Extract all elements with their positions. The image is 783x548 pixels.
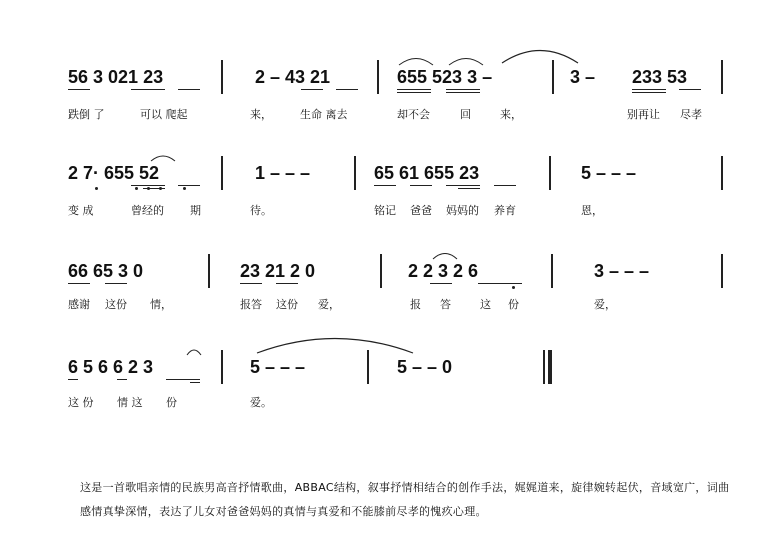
- lyric: 跌倒 了: [68, 108, 105, 121]
- notes-row-3: [0, 260, 783, 288]
- rhythm-underline: [68, 89, 90, 90]
- song-description: [80, 476, 740, 524]
- measure-notes: 23 21 2 0: [240, 261, 316, 281]
- lyric: 来，: [250, 108, 272, 121]
- measure-notes: 56 3 021 23: [68, 67, 164, 87]
- notes-row-4: [0, 356, 783, 384]
- slur-mark: [186, 348, 202, 356]
- rhythm-underline: [410, 185, 432, 186]
- barline: [551, 254, 553, 288]
- measure-notes: 2 – 43 21: [255, 67, 331, 87]
- barline: [367, 350, 369, 384]
- rhythm-underline: [166, 379, 200, 380]
- lyric: 报: [410, 298, 421, 311]
- barline: [354, 156, 356, 190]
- rhythm-underline: [632, 92, 666, 93]
- measure-notes: 5 – – –: [250, 357, 306, 377]
- lyric: 感谢: [68, 298, 90, 311]
- lyric: 这份: [276, 298, 298, 311]
- low-octave-dot: [183, 187, 186, 190]
- slur-mark: [448, 56, 484, 66]
- lyric: 报答: [240, 298, 262, 311]
- rhythm-underline: [240, 283, 262, 284]
- rhythm-underline: [397, 89, 431, 90]
- measure-notes: 66 65 3 0: [68, 261, 144, 281]
- measure-notes: 3 – – –: [594, 261, 650, 281]
- lyric: 份: [508, 298, 519, 311]
- notes-row-1: [0, 66, 783, 94]
- slur-mark: [150, 154, 176, 162]
- barline: [721, 60, 723, 94]
- rhythm-underline: [190, 382, 200, 383]
- slur-mark: [432, 251, 458, 260]
- measure-notes: 3 –: [570, 67, 596, 87]
- lyric: 尽孝: [680, 108, 702, 121]
- lyric: 期: [190, 204, 201, 217]
- rhythm-underline: [446, 89, 480, 90]
- barline: [377, 60, 379, 94]
- description-text: 这是一首歌唱亲情的民族男高音抒情歌曲，ABBAC结构，叙事抒情相结合的创作手法，娓娓道来，旋律婉转起伏，音域宽广，词曲感情真挚深情，表达了儿女对爸爸妈妈的真情与真爱和不能膝前尽孝的愧疚心理。: [80, 481, 730, 518]
- rhythm-underline: [632, 89, 666, 90]
- lyric: 爱，: [594, 298, 616, 311]
- low-octave-dot: [135, 187, 138, 190]
- rhythm-underline: [446, 185, 480, 186]
- lyric: 爸爸: [410, 204, 432, 217]
- tie-mark: [500, 48, 580, 64]
- lyric: 爱。: [250, 396, 272, 409]
- rhythm-underline: [105, 283, 127, 284]
- lyric: 情，: [150, 298, 172, 311]
- lyric: 待。: [250, 204, 272, 217]
- rhythm-underline: [178, 185, 200, 186]
- rhythm-underline: [446, 92, 480, 93]
- rhythm-underline: [131, 89, 165, 90]
- barline: [221, 156, 223, 190]
- low-octave-dot: [512, 286, 515, 289]
- lyric: 答: [440, 298, 451, 311]
- rhythm-underline: [478, 283, 522, 284]
- final-barline-thin: [543, 350, 545, 384]
- lyric: 来，: [500, 108, 522, 121]
- lyric: 可以 爬起: [140, 108, 188, 121]
- lyric: 这: [480, 298, 491, 311]
- rhythm-underline: [117, 379, 127, 380]
- rhythm-underline: [68, 379, 78, 380]
- rhythm-underline: [301, 89, 323, 90]
- lyric: 回: [460, 108, 471, 121]
- measure-notes: 5 – – 0: [397, 357, 453, 377]
- lyric: 情 这: [117, 396, 143, 409]
- lyric: 恩，: [581, 204, 603, 217]
- slur-mark: [398, 56, 434, 66]
- barline: [549, 156, 551, 190]
- lyric: 曾经的: [131, 204, 164, 217]
- rhythm-underline: [374, 185, 396, 186]
- barline: [552, 60, 554, 94]
- lyric: 爱，: [318, 298, 340, 311]
- rhythm-underline: [430, 283, 452, 284]
- barline: [221, 350, 223, 384]
- lyric: 变 成: [68, 204, 94, 217]
- lyric: 生命 离去: [300, 108, 348, 121]
- barline: [380, 254, 382, 288]
- measure-notes: 655 523 3 –: [397, 67, 493, 87]
- barline: [721, 156, 723, 190]
- low-octave-dot: [95, 187, 98, 190]
- rhythm-underline: [679, 89, 701, 90]
- rhythm-underline: [178, 89, 200, 90]
- rhythm-underline: [276, 283, 298, 284]
- rhythm-underline: [397, 92, 431, 93]
- lyric: 别再让: [627, 108, 660, 121]
- barline: [721, 254, 723, 288]
- lyric: 份: [166, 396, 177, 409]
- rhythm-underline: [131, 185, 165, 186]
- lyric: 这份: [105, 298, 127, 311]
- notes-row-2: [0, 162, 783, 190]
- barline: [221, 60, 223, 94]
- measure-notes: 2 2 3 2 6: [408, 261, 479, 281]
- lyric: 妈妈的: [446, 204, 479, 217]
- tie-mark: [255, 336, 415, 354]
- barline: [208, 254, 210, 288]
- rhythm-underline: [494, 185, 516, 186]
- measure-notes: 233 53: [632, 67, 688, 87]
- measure-notes: 6 5 6 6 2 3: [68, 357, 154, 377]
- lyric: 这 份: [68, 396, 94, 409]
- final-barline-thick: [548, 350, 552, 384]
- lyric: 养育: [494, 204, 516, 217]
- measure-notes: 2 7· 655 52: [68, 163, 160, 183]
- measure-notes: 5 – – –: [581, 163, 637, 183]
- measure-notes: 65 61 655 23: [374, 163, 480, 183]
- rhythm-underline: [458, 188, 480, 189]
- measure-notes: 1 – – –: [255, 163, 311, 183]
- lyric: 却不会: [397, 108, 430, 121]
- rhythm-underline: [336, 89, 358, 90]
- rhythm-underline: [68, 283, 90, 284]
- lyric: 铭记: [374, 204, 396, 217]
- rhythm-underline: [143, 188, 165, 189]
